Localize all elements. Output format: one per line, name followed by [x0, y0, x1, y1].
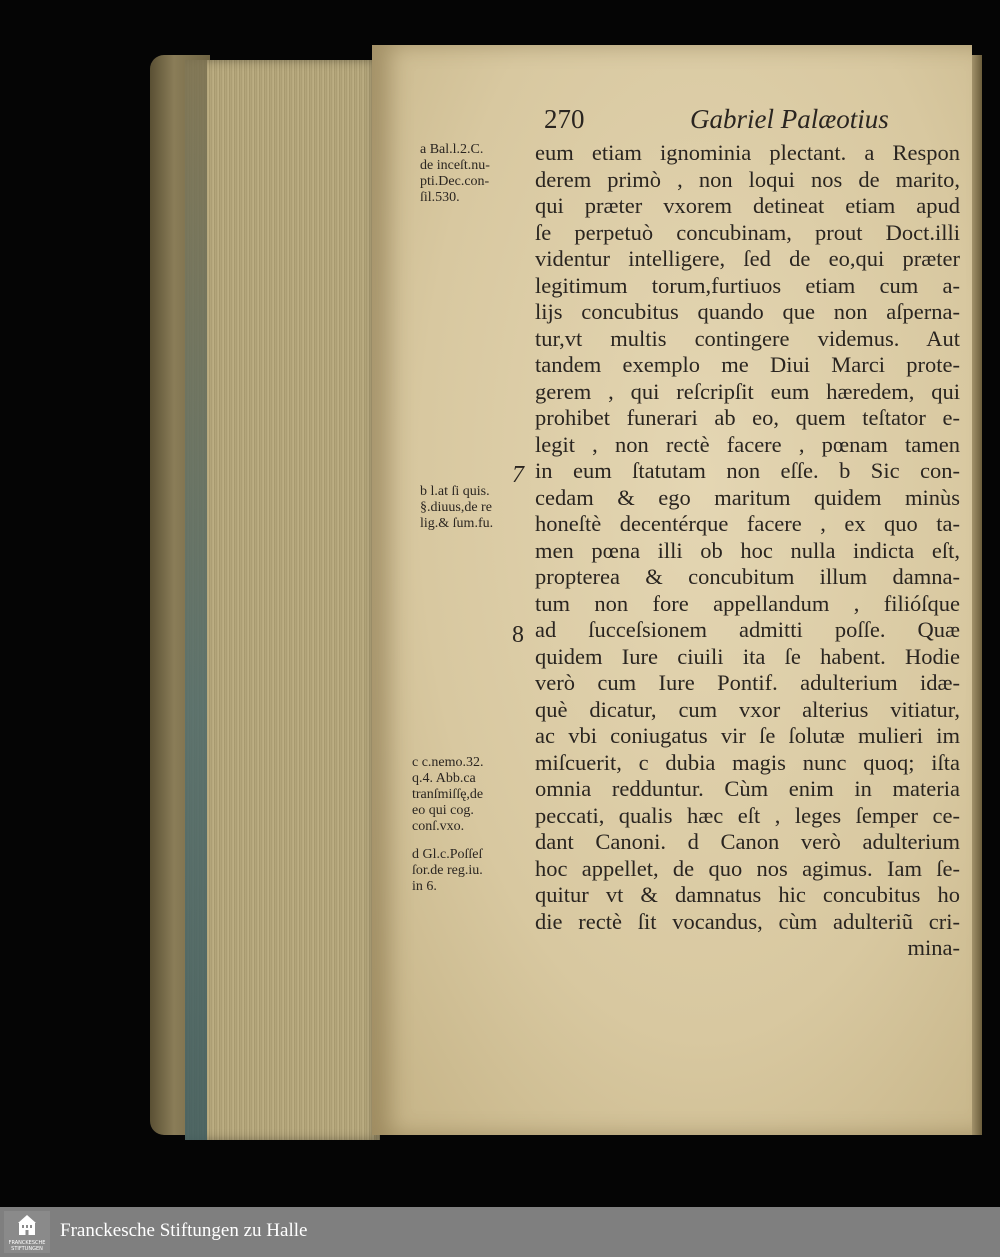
- catchword: mina-: [907, 935, 960, 960]
- text-line: honeſtè decentérque facere , ex quo ta-: [535, 511, 960, 536]
- text-line: gerem , qui reſcripſit eum hæredem, qui: [535, 378, 960, 404]
- body-text: [535, 140, 960, 962]
- logo-text: FRANCKESCHE STIFTUNGEN: [8, 1240, 46, 1252]
- margin-note-c: [412, 755, 484, 835]
- section-number-8: 8: [512, 622, 524, 648]
- margin-note-b: [420, 484, 493, 532]
- text-line: derem primò , non loqui nos de marito,: [535, 166, 960, 192]
- margin-note-line: pti.Dec.con-: [420, 174, 490, 189]
- margin-note-line: d Gl.c.Poſſeſ: [412, 847, 483, 862]
- text-line: men pœna illi ob hoc nulla indicta eſt,: [535, 537, 960, 563]
- footer-bar: [0, 1207, 1000, 1257]
- text-line: quidem Iure ciuili ita ſe habent. Hodie: [535, 643, 960, 669]
- building-emblem-icon: [18, 1214, 36, 1236]
- margin-note-line: conſ.vxo.: [412, 819, 465, 834]
- running-head: Gabriel Palæotius: [690, 104, 889, 134]
- footer-title: Franckesche Stiftungen zu Halle: [60, 1220, 308, 1241]
- page-stack: [185, 60, 380, 1140]
- text-line: videntur intelligere, ſed de eo,qui præter: [535, 246, 960, 271]
- margin-note-line: in 6.: [412, 879, 437, 894]
- text-line: peccati, qualis hæc eſt , leges ſemper ce-: [535, 802, 960, 828]
- text-line: verò cum Iure Pontif. adulterium idæ-: [535, 670, 960, 695]
- text-line: propterea & concubitum illum damna-: [535, 564, 960, 589]
- text-line: tandem exemplo me Diui Marci prote-: [535, 352, 960, 377]
- margin-note-line: a Bal.l.2.C.: [420, 142, 484, 157]
- text-line: miſcuerit, c dubia magis nunc quoq; iſta: [535, 749, 960, 775]
- text-line: legit , non rectè facere , pœnam tamen: [535, 431, 960, 457]
- page-stack-edge: [185, 60, 207, 1140]
- margin-note-line: tranſmiſſę,de: [412, 787, 484, 802]
- text-line: què dicatur, cum vxor alterius vitiatur,: [535, 696, 960, 722]
- text-line: lijs concubitus quando que non aſperna-: [535, 299, 960, 324]
- text-line: die rectè ſit vocandus, cùm adulteriũ cri-: [535, 908, 960, 934]
- margin-note-d: [412, 847, 483, 895]
- text-line: qui præter vxorem detineat etiam apud: [535, 193, 960, 218]
- text-line: tum non fore appellandum , filióſque: [535, 590, 960, 616]
- page-header: [544, 104, 964, 138]
- text-line: ſe perpetuò concubinam, prout Doct.illi: [535, 219, 960, 245]
- section-number-7: 7: [512, 462, 524, 488]
- text-line: eum etiam ignominia plectant. a Respon: [535, 140, 960, 165]
- text-line: quitur vt & damnatus hic concubitus ho: [535, 882, 960, 907]
- margin-note-line: de inceſt.nu-: [420, 158, 490, 173]
- text-line: omnia redduntur. Cùm enim in materia: [535, 776, 960, 801]
- margin-note-line: lig.& ſum.fu.: [420, 516, 494, 531]
- margin-note-line: ſor.de reg.iu.: [412, 863, 483, 878]
- text-line: dant Canoni. d Canon verò adulterium: [535, 829, 960, 854]
- text-line: hoc appellet, de quo nos agimus. Iam ſe-: [535, 855, 960, 881]
- margin-note-line: c c.nemo.32.: [412, 755, 484, 770]
- margin-note-line: b l.at ſi quis.: [420, 484, 490, 499]
- text-line: legitimum torum,furtiuos etiam cum a-: [535, 272, 960, 298]
- text-line: cedam & ego maritum quidem minùs: [535, 484, 960, 510]
- text-line: in eum ſtatutam non eſſe. b Sic con-: [535, 458, 960, 483]
- text-line: ad ſucceſsionem admitti poſſe. Quæ: [535, 617, 960, 642]
- page-number: 270: [544, 104, 585, 134]
- margin-note-line: q.4. Abb.ca: [412, 771, 476, 786]
- text-line: prohibet funerari ab eo, quem teſtator e-: [535, 405, 960, 430]
- margin-note-line: eo qui cog.: [412, 803, 474, 818]
- margin-note-line: ſil.530.: [420, 190, 460, 205]
- text-line: ac vbi coniugatus vir ſe ſolutæ mulieri im: [535, 723, 960, 748]
- institution-logo: [4, 1211, 50, 1253]
- text-line: tur,vt multis contingere videmus. Aut: [535, 325, 960, 351]
- margin-note-line: §.diuus,de re: [420, 500, 492, 515]
- margin-note-a: [420, 142, 490, 206]
